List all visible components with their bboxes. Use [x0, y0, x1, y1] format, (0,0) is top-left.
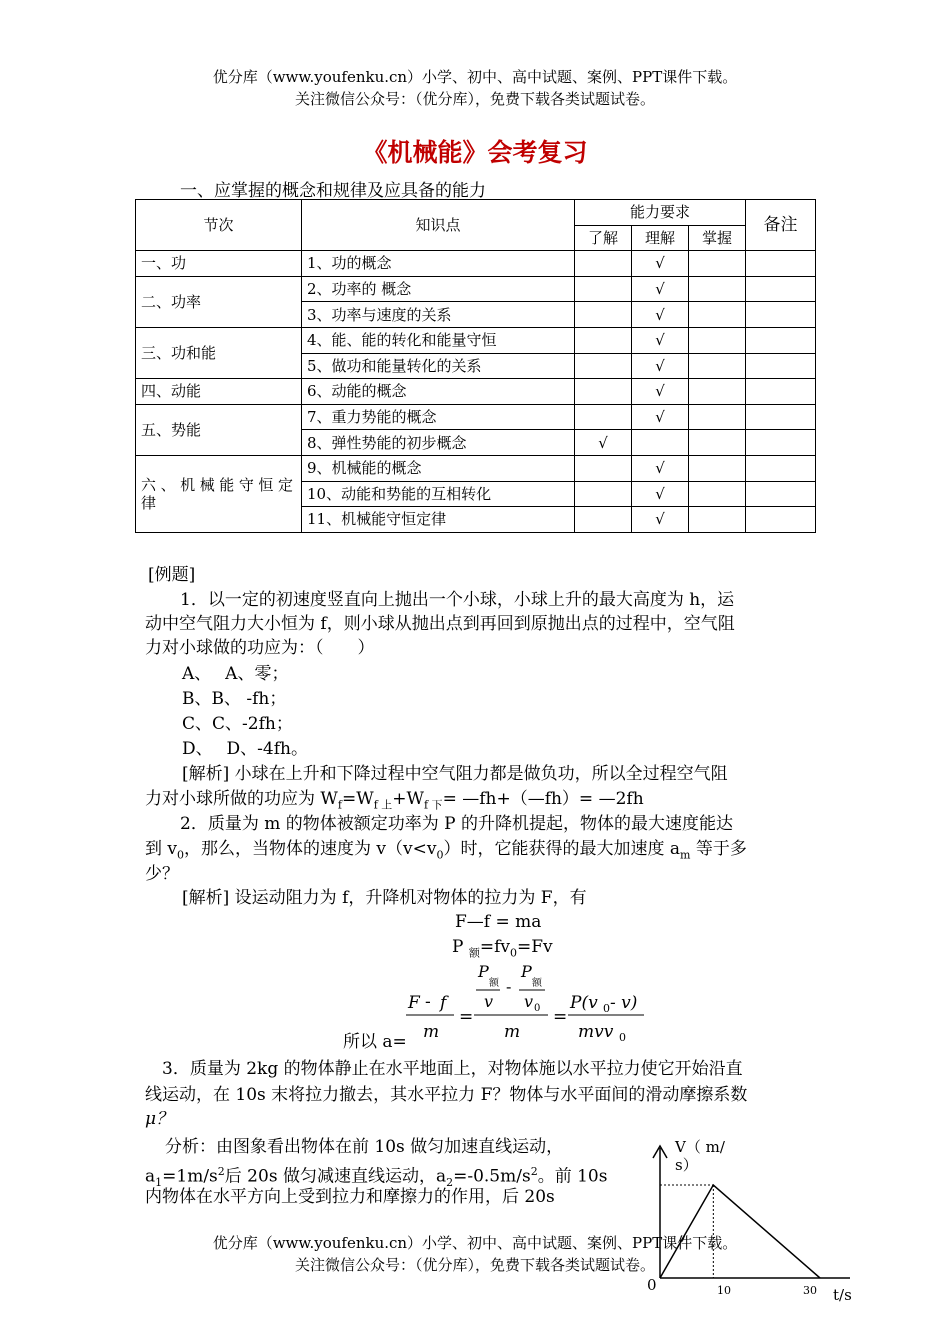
point-cell: 5、做功和能量转化的关系: [302, 353, 575, 379]
header-section: 节次: [136, 200, 302, 251]
point-cell: 1、功的概念: [302, 251, 575, 277]
option-a: A、 A、零；: [182, 664, 289, 684]
point-cell: 11、机械能守恒定律: [302, 507, 575, 533]
table-row: [136, 251, 816, 277]
table-row: [136, 404, 816, 430]
frac-v0: v: [524, 992, 534, 1011]
frac-P-2: P: [521, 962, 532, 981]
header-level-1: 了解: [575, 225, 632, 251]
point-cell: 2、功率的 概念: [302, 276, 575, 302]
section-cell: 三、功和能: [136, 327, 302, 378]
check-mark: √: [632, 353, 689, 379]
point-cell: 4、能、能的转化和能量守恒: [302, 327, 575, 353]
header-line-2: 关注微信公众号：（优分库），免费下载各类试题试卷。: [294, 90, 655, 108]
footer-line-1: 优分库（www.youfenku.cn）小学、初中、高中试题、案例、PPT课件下载。: [212, 1234, 738, 1252]
check-mark: √: [632, 302, 689, 328]
q1-line-2: 动中空气阻力大小恒为 f，则小球从抛出点到再回到原抛出点的过程中，空气阻: [145, 614, 735, 634]
frac-sub-0c: 0: [619, 1031, 626, 1044]
header-level-3: 掌握: [689, 225, 746, 251]
graph-xlabel: t/s: [833, 1286, 852, 1304]
equation-1: F—f = ma: [455, 912, 542, 932]
point-cell: 6、动能的概念: [302, 379, 575, 405]
section-cell: 五、势能: [136, 404, 302, 455]
frac-e-2: 额: [532, 978, 542, 989]
frac-P-1: P: [478, 962, 489, 981]
point-cell: 7、重力势能的概念: [302, 404, 575, 430]
frac-equals-2: =: [553, 1007, 568, 1027]
frac-minus-2: -: [506, 977, 512, 996]
check-mark: √: [632, 379, 689, 405]
page-title: 《机械能》会考复习: [362, 138, 588, 167]
q1-line-3: 力对小球做的功应为：（ ）: [145, 638, 375, 658]
header-ability: 能力要求: [575, 200, 746, 226]
option-d: D、 D、-4fh。: [182, 739, 308, 759]
an3-line-2: $a_1=1m/s^2$后 20s 做匀减速直线运动，$a_2=-0.5m/s^2$。前 10s: [145, 1165, 608, 1190]
table-row: [136, 455, 816, 481]
section-heading: 一、应掌握的概念和规律及应具备的能力: [180, 181, 486, 201]
frac-e-1: 额: [489, 978, 499, 989]
examples-heading: [例题]: [148, 565, 196, 585]
q3-line-2: 线运动，在 10s 末将拉力撤去，其水平拉力 F？物体与水平面间的滑动摩擦系数: [145, 1085, 748, 1105]
header-note: 备注: [746, 200, 816, 251]
a1-line-2: 力对小球所做的功应为 $W_f=W_{f 上}+W_{f 下}=$ —fh+（—fh）= —2fh: [145, 789, 644, 812]
check-mark: √: [632, 276, 689, 302]
table-header-row: [136, 200, 816, 226]
check-mark: √: [632, 251, 689, 277]
q2-line-3: 少？: [145, 864, 179, 884]
check-mark: √: [632, 404, 689, 430]
table-row: [136, 276, 816, 302]
check-mark: √: [632, 507, 689, 533]
option-b: B、B、 -fh；: [182, 689, 287, 709]
frac-Pv: P(v: [570, 993, 598, 1013]
option-c: C、C、-2fh；: [182, 714, 293, 734]
check-mark: √: [632, 327, 689, 353]
section-cell: 二、功率: [136, 276, 302, 327]
so-a-label: 所以 a=: [343, 1032, 407, 1052]
a2-line-1: [解析] 设运动阻力为 f，升降机对物体的拉力为 F，有: [182, 888, 587, 908]
graph-tick-10: 10: [717, 1284, 731, 1297]
knowledge-table: [135, 199, 816, 533]
frac-Pv-b: - v): [610, 993, 638, 1013]
section-cell: 六、机械能守恒定律: [136, 455, 302, 532]
frac-mvv: mvv: [578, 1022, 614, 1042]
frac-sub-0: 0: [534, 1003, 541, 1014]
point-cell: 9、机械能的概念: [302, 455, 575, 481]
frac-equals-1: =: [459, 1007, 474, 1027]
a1-line-1: [解析] 小球在上升和下降过程中空气阻力都是做负功，所以全过程空气阻: [182, 764, 728, 784]
graph-ylabel-1: V（ m/: [675, 1138, 725, 1156]
header-point: 知识点: [302, 200, 575, 251]
frac-v-1: v: [484, 992, 494, 1011]
velocity-time-graph: [640, 1130, 870, 1310]
an3-line-1: 分析：由图象看出物体在前 10s 做匀加速直线运动，: [165, 1137, 564, 1157]
footer-line-2: 关注微信公众号：（优分库），免费下载各类试题试卷。: [294, 1256, 655, 1274]
frac-m-2: m: [504, 1022, 521, 1042]
q2-line-2: 到 $v_0$，那么，当物体的速度为 $v(v<v_0)$时，它能获得的最大加速度 $a_m$ 等于多: [145, 839, 747, 862]
header-line-1: 优分库（www.youfenku.cn）小学、初中、高中试题、案例、PPT课件下载。: [212, 68, 738, 86]
point-cell: 10、动能和势能的互相转化: [302, 481, 575, 507]
section-cell: 一、功: [136, 251, 302, 277]
table-row: [136, 327, 816, 353]
q3-line-1: 3．质量为 2kg 的物体静止在水平地面上，对物体施以水平拉力使它开始沿直: [162, 1059, 743, 1079]
frac-F: F: [408, 993, 420, 1013]
frac-m-1: m: [423, 1022, 440, 1042]
equation-2: P $_额=fv_0=Fv$: [452, 937, 553, 960]
q2-line-1: 2．质量为 m 的物体被额定功率为 P 的升降机提起，物体的最大速度能达: [180, 814, 733, 834]
header-level-2: 理解: [632, 225, 689, 251]
table-row: [136, 379, 816, 405]
check-mark: √: [632, 481, 689, 507]
point-cell: 3、功率与速度的关系: [302, 302, 575, 328]
q1-line-1: 1．以一定的初速度竖直向上抛出一个小球，小球上升的最大高度为 h，运: [180, 590, 735, 610]
check-mark: √: [575, 430, 632, 456]
section-cell: 四、动能: [136, 379, 302, 405]
graph-ylabel-2: s）: [675, 1156, 698, 1174]
acceleration-formula: [398, 958, 658, 1048]
frac-sub-0b: 0: [603, 1002, 610, 1015]
graph-origin: 0: [647, 1276, 657, 1294]
frac-f: f: [440, 993, 447, 1013]
frac-minus: -: [425, 992, 431, 1012]
check-mark: √: [632, 455, 689, 481]
an3-line-3: 内物体在水平方向上受到拉力和摩擦力的作用，后 20s: [145, 1187, 555, 1207]
point-cell: 8、弹性势能的初步概念: [302, 430, 575, 456]
q3-line-3: μ？: [145, 1109, 174, 1129]
graph-tick-30: 30: [803, 1284, 817, 1297]
